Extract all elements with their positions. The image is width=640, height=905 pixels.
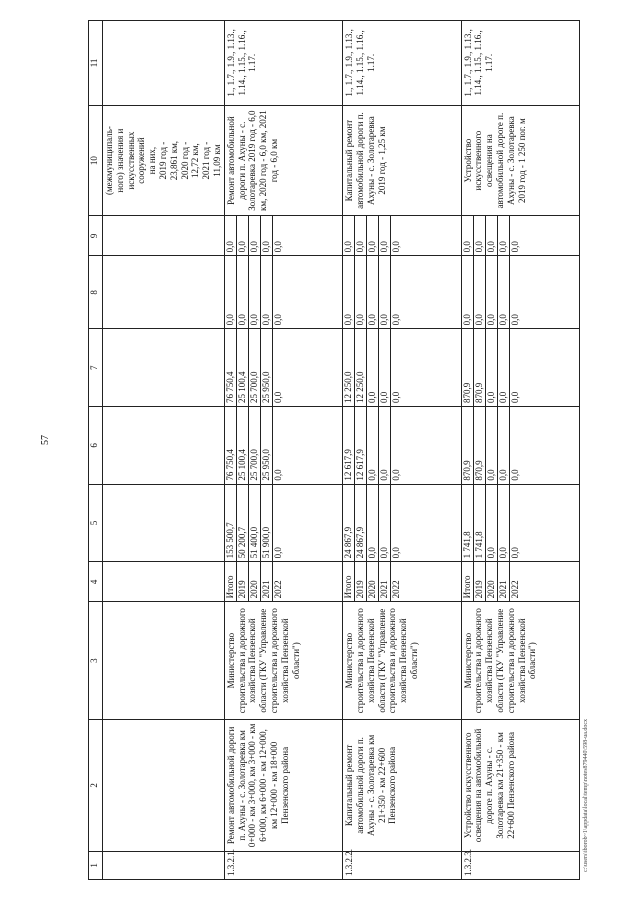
other-sources-value: 0,0 (486, 216, 498, 255)
local-budget-value: 0,0 (474, 256, 486, 328)
other-sources-value: 0,0 (343, 216, 355, 255)
expected-result: Устройство искусственного освещения на автомобильной дороге п. Ахуны - с. Золотаревка 2019 год - 1 250 пог. м (461, 105, 579, 216)
continuation-result-line: 2020 год - (179, 141, 190, 180)
federal-budget (224, 329, 342, 407)
regional-budget-value: 25 100,4 (237, 407, 249, 484)
years-value: 2022 (272, 580, 283, 599)
local-budget (461, 256, 579, 329)
page-number: 57 (40, 435, 51, 445)
continuation-result-line: на них, (147, 146, 158, 175)
regional-budget (461, 407, 579, 485)
total-funding-value: 153 500,7 (225, 485, 237, 562)
executor: Министерство строительства и дорожного хозяйства Пензенской области (ГКУ "Управление строительства и дорожного хозяйства Пензенской области") (224, 602, 342, 720)
continuation-result-line: 2019 год - (157, 141, 168, 180)
total-funding-value: 0,0 (367, 485, 379, 562)
years-value: 2021 (379, 562, 391, 601)
continuation-result-line: (межмуниципаль- (104, 126, 114, 196)
years-value: 2022 (509, 580, 520, 599)
table-row (343, 21, 461, 880)
total-funding-value: 1 741,8 (462, 485, 474, 562)
continuation-result-line: 23,861 км, (168, 140, 179, 181)
total-funding-value: 50 200,7 (237, 485, 249, 562)
continuation-result-line: 12,72 км, (190, 143, 201, 179)
other-sources (343, 216, 461, 256)
local-budget-value: 0,0 (272, 314, 283, 326)
federal-budget (343, 329, 461, 407)
federal-budget-value: 12 250,0 (343, 329, 355, 406)
federal-budget-value: 0,0 (367, 329, 379, 406)
total-funding-value: 1 741,8 (474, 485, 486, 562)
total-funding-value: 51 400,0 (249, 485, 261, 562)
total-funding (224, 484, 342, 562)
column-number-5: 5 (89, 484, 103, 562)
column-number-8: 8 (89, 256, 103, 329)
federal-budget-value: 870,9 (474, 329, 486, 406)
federal-budget-value: 25 950,0 (261, 329, 273, 406)
other-sources-value: 0,0 (509, 241, 520, 253)
other-sources (224, 216, 342, 256)
local-budget-value: 0,0 (509, 314, 520, 326)
local-budget-value: 0,0 (237, 256, 249, 328)
federal-budget-value: 0,0 (498, 329, 510, 406)
other-sources-value: 0,0 (367, 216, 379, 255)
local-budget-value: 0,0 (367, 256, 379, 328)
years-value: 2019 (355, 562, 367, 601)
other-sources-value: 0,0 (272, 241, 283, 253)
regional-budget-value: 0,0 (509, 469, 520, 481)
years-value: 2021 (261, 562, 273, 601)
regional-budget-value: 76 750,4 (225, 407, 237, 484)
column-number-6: 6 (89, 407, 103, 485)
local-budget-value: 0,0 (462, 256, 474, 328)
column-number-7: 7 (89, 329, 103, 407)
regional-budget-value: 0,0 (486, 407, 498, 484)
regional-budget-value: 12 617,9 (343, 407, 355, 484)
regional-budget-value: 0,0 (379, 407, 391, 484)
other-sources-value: 0,0 (498, 216, 510, 255)
table-row (224, 21, 342, 880)
activity-name: Капитальный ремонт автомобильной дороги п. Ахуны - с. Золотаревка км 21+350 - км 22+600 Пензенского района (343, 719, 461, 851)
continuation-result-cell (103, 105, 225, 216)
total-funding-value: 0,0 (379, 485, 391, 562)
continuation-result-line: сооружений (136, 137, 147, 184)
total-funding-value: 24 867,9 (355, 485, 367, 562)
years-value: 2020 (486, 562, 498, 601)
activity-name: Устройство искусственного освещения на автомобильной дороге п. Ахуны - с. Золотаревка км 21+350 - км 22+600 Пензенского района (461, 719, 579, 851)
column-number-9: 9 (89, 216, 103, 256)
local-budget-value: 0,0 (225, 256, 237, 328)
program-table (88, 20, 580, 880)
years-value: 2020 (367, 562, 379, 601)
continuation-row (103, 21, 225, 880)
federal-budget-value: 0,0 (391, 391, 402, 404)
local-budget-value: 0,0 (498, 256, 510, 328)
column-number-2: 2 (89, 719, 103, 851)
total-funding-value: 24 867,9 (343, 485, 355, 562)
other-sources-value: 0,0 (379, 216, 391, 255)
executor: Министерство строительства и дорожного хозяйства Пензенской области (ГКУ "Управление строительства и дорожного хозяйства Пензенской области") (343, 602, 461, 720)
local-budget-value: 0,0 (391, 314, 402, 326)
federal-budget-value: 870,9 (462, 329, 474, 406)
local-budget-value: 0,0 (249, 256, 261, 328)
years-value: Итого (343, 562, 355, 601)
local-budget-value: 0,0 (379, 256, 391, 328)
federal-budget-value: 25 100,4 (237, 329, 249, 406)
other-sources-value: 0,0 (237, 216, 249, 255)
local-budget-value: 0,0 (486, 256, 498, 328)
other-sources-value: 0,0 (474, 216, 486, 255)
federal-budget-value: 12 250,0 (355, 329, 367, 406)
local-budget (343, 256, 461, 329)
years (343, 562, 461, 602)
total-funding-value: 0,0 (509, 547, 520, 559)
local-budget-value: 0,0 (355, 256, 367, 328)
other-sources-value: 0,0 (462, 216, 474, 255)
column-number-11: 11 (89, 21, 103, 106)
activity-name: Ремонт автомобильной дороги п. Ахуны - с. Золотаревка км 0+000 - км 3+000, км 3+000 - км 6+000, км 6+000 - км 12+000, км 12+000 - км 18+000 Пензенского района (224, 719, 342, 851)
expected-result: Капитальный ремонт автомобильной дороги п. Ахуны - с. Золотаревка 2019 год - 1,25 км (343, 105, 461, 216)
total-funding-value: 51 900,0 (261, 485, 273, 562)
years-value: 2019 (237, 562, 249, 601)
other-sources (461, 216, 579, 256)
federal-budget-value: 0,0 (509, 391, 520, 404)
row-code: 1.3.2.1. (224, 851, 342, 879)
local-budget-value: 0,0 (343, 256, 355, 328)
column-number-4: 4 (89, 562, 103, 602)
regional-budget-value: 25 950,0 (261, 407, 273, 484)
other-sources-value: 0,0 (391, 241, 402, 253)
federal-budget-value: 0,0 (486, 329, 498, 406)
row-code: 1.3.2.2. (343, 851, 461, 879)
column-number-10: 10 (89, 105, 103, 216)
column-number-row (89, 21, 103, 880)
years-value: 2020 (249, 562, 261, 601)
regional-budget-value: 870,9 (474, 407, 486, 484)
other-sources-value: 0,0 (225, 216, 237, 255)
expected-result: Ремонт автомобильной дороги п. Ахуны - с. Золотаревка 2019 год - 6,0 км, 2020 год - 6,0 км, 2021 год - 6,0 км (224, 105, 342, 216)
continuation-result-line: 2021 год - (201, 141, 212, 180)
footer-file-path: c:\users\iborob~1\appdata\local\temp\notes879440\598-ua.docx (583, 718, 589, 872)
total-funding (461, 484, 579, 562)
other-sources-value: 0,0 (249, 216, 261, 255)
total-funding-value: 0,0 (498, 485, 510, 562)
total-funding-value: 0,0 (486, 485, 498, 562)
regional-budget-value: 0,0 (498, 407, 510, 484)
regional-budget (224, 407, 342, 485)
years-value: 2021 (498, 562, 510, 601)
years-value: 2022 (391, 580, 402, 599)
regional-budget-value: 25 700,0 (249, 407, 261, 484)
executor: Министерство строительства и дорожного хозяйства Пензенской области (ГКУ "Управление строительства и дорожного хозяйства Пензенской области") (461, 602, 579, 720)
regional-budget-value: 870,9 (462, 407, 474, 484)
federal-budget (461, 329, 579, 407)
other-sources-value: 0,0 (261, 216, 273, 255)
local-budget (224, 256, 342, 329)
years (461, 562, 579, 602)
federal-budget-value: 25 700,0 (249, 329, 261, 406)
regional-budget-value: 0,0 (272, 469, 283, 481)
indicators: 1., 1.7., 1.9., 1.13., 1.14., 1.15., 1.16., 1.17. (224, 21, 342, 106)
total-funding (343, 484, 461, 562)
years (224, 562, 342, 602)
column-number-3: 3 (89, 602, 103, 720)
federal-budget-value: 0,0 (272, 391, 283, 404)
continuation-result-line: 11,09 км (211, 144, 222, 177)
total-funding-value: 0,0 (391, 547, 402, 559)
regional-budget-value: 0,0 (367, 407, 379, 484)
regional-budget-value: 12 617,9 (355, 407, 367, 484)
regional-budget (343, 407, 461, 485)
local-budget-value: 0,0 (261, 256, 273, 328)
years-value: 2019 (474, 562, 486, 601)
indicators: 1., 1.7., 1.9., 1.13., 1.14., 1.15., 1.16., 1.17. (343, 21, 461, 106)
table-row (461, 21, 579, 880)
total-funding-value: 0,0 (272, 547, 283, 559)
continuation-result-line: ного) значения и (114, 128, 125, 193)
regional-budget-value: 0,0 (391, 469, 402, 481)
federal-budget-value: 76 750,4 (225, 329, 237, 406)
row-code: 1.3.2.3. (461, 851, 579, 879)
continuation-result-line: искусственных (125, 131, 136, 190)
column-number-1: 1 (89, 851, 103, 879)
federal-budget-value: 0,0 (379, 329, 391, 406)
years-value: Итого (225, 562, 237, 601)
indicators: 1., 1.7., 1.9., 1.13., 1.14., 1.15., 1.16., 1.17. (461, 21, 579, 106)
years-value: Итого (462, 562, 474, 601)
other-sources-value: 0,0 (355, 216, 367, 255)
rotated-table-wrapper (88, 20, 580, 880)
